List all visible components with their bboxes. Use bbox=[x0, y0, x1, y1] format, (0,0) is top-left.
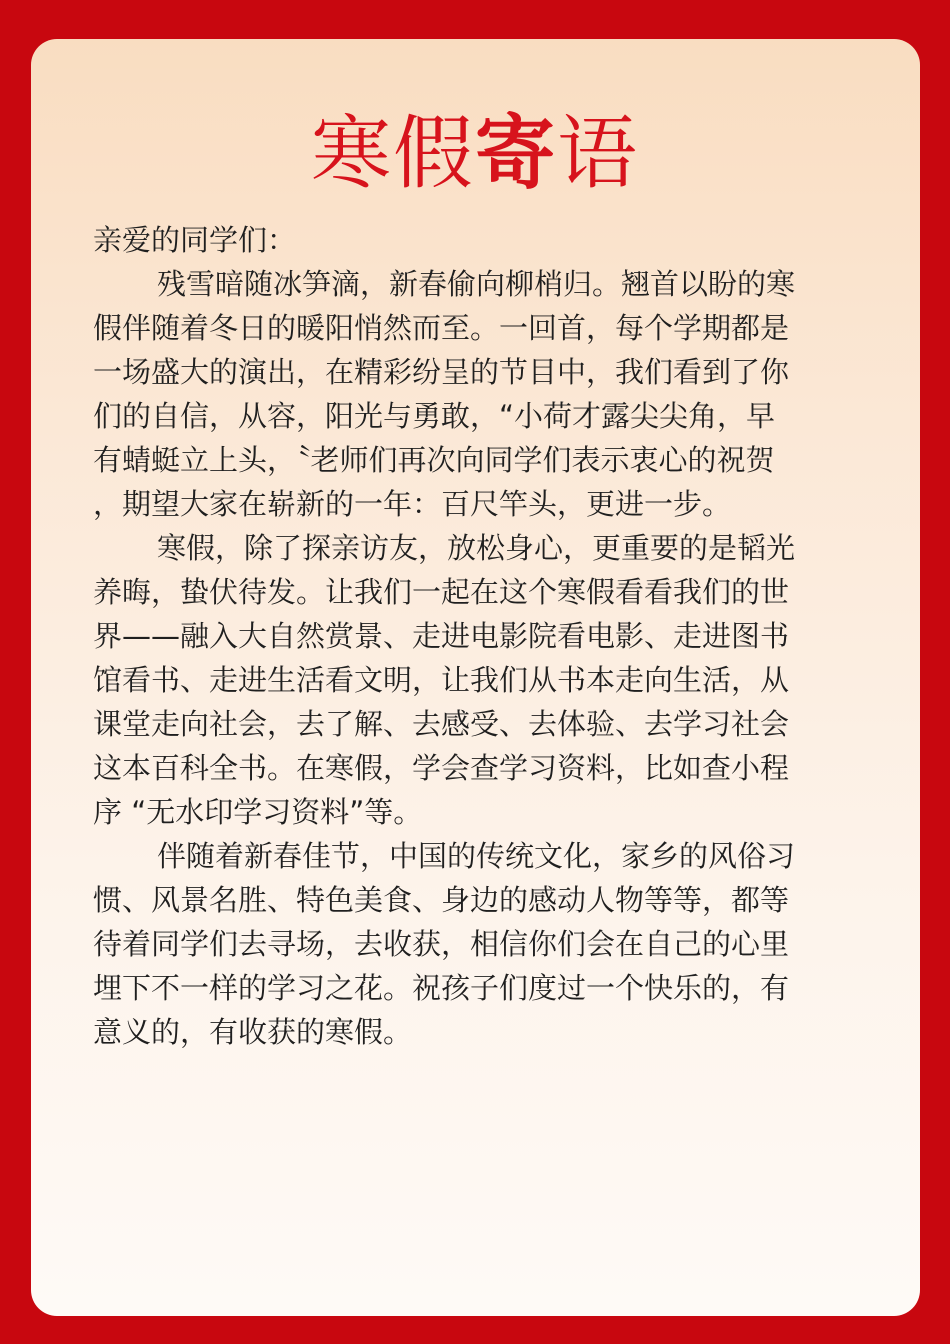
paragraph-line: 馆看书、走进生活看文明，让我们从书本走向生活，从 bbox=[93, 663, 790, 697]
paragraph-line: 惯、风景名胜、特色美食、身边的感动人物等等，都等 bbox=[93, 883, 790, 917]
paragraph-line: 残雪暗随冰笋滴，新春偷向柳梢归。翘首以盼的寒 bbox=[157, 267, 796, 301]
greeting bbox=[93, 218, 863, 262]
title-part-3: 语 bbox=[557, 107, 639, 200]
paragraph-line: 界——融入大自然赏景、走进电影院看电影、走进图书 bbox=[93, 619, 790, 653]
paragraph-line: 寒假，除了探亲访友，放松身心，更重要的是韬光 bbox=[157, 531, 796, 565]
paragraph-line: 待着同学们去寻场，去收获，相信你们会在自己的心里 bbox=[93, 927, 790, 961]
title-part-2: 寄 bbox=[475, 107, 557, 200]
page-title bbox=[0, 108, 950, 200]
title-part-1: 寒假 bbox=[311, 107, 475, 200]
greeting-line: 亲爱的同学们： bbox=[93, 223, 297, 257]
paragraph-line: 养晦，蛰伏待发。让我们一起在这个寒假看看我们的世 bbox=[93, 575, 790, 609]
paragraph-3 bbox=[93, 834, 863, 1054]
paragraph-line: 们的自信，从容，阳光与勇敢，“小荷才露尖尖角，早 bbox=[93, 399, 776, 433]
paragraph-line: 序 “无水印学习资料”等。 bbox=[93, 795, 423, 829]
paragraph-line: 课堂走向社会，去了解、去感受、去体验、去学习社会 bbox=[93, 707, 790, 741]
paragraph-line: 一场盛大的演出，在精彩纷呈的节目中，我们看到了你 bbox=[93, 355, 790, 389]
paragraph-line: 埋下不一样的学习之花。祝孩子们度过一个快乐的，有 bbox=[93, 971, 790, 1005]
paragraph-line: 有蜻蜓立上头，〝老师们再次向同学们表示衷心的祝贺 bbox=[93, 443, 775, 477]
paragraph-1 bbox=[93, 262, 863, 526]
paragraph-line: 假伴随着冬日的暖阳悄然而至。一回首，每个学期都是 bbox=[93, 311, 790, 345]
paragraph-line: 伴随着新春佳节，中国的传统文化，家乡的风俗习 bbox=[157, 839, 796, 873]
paragraph-line: 这本百科全书。在寒假，学会查学习资料，比如查小程 bbox=[93, 751, 790, 785]
paragraph-line: 意义的，有收获的寒假。 bbox=[93, 1015, 413, 1049]
paragraph-line: ，期望大家在崭新的一年：百尺竿头，更进一步。 bbox=[93, 487, 732, 521]
letter-body bbox=[93, 218, 863, 1054]
paragraph-2 bbox=[93, 526, 863, 834]
